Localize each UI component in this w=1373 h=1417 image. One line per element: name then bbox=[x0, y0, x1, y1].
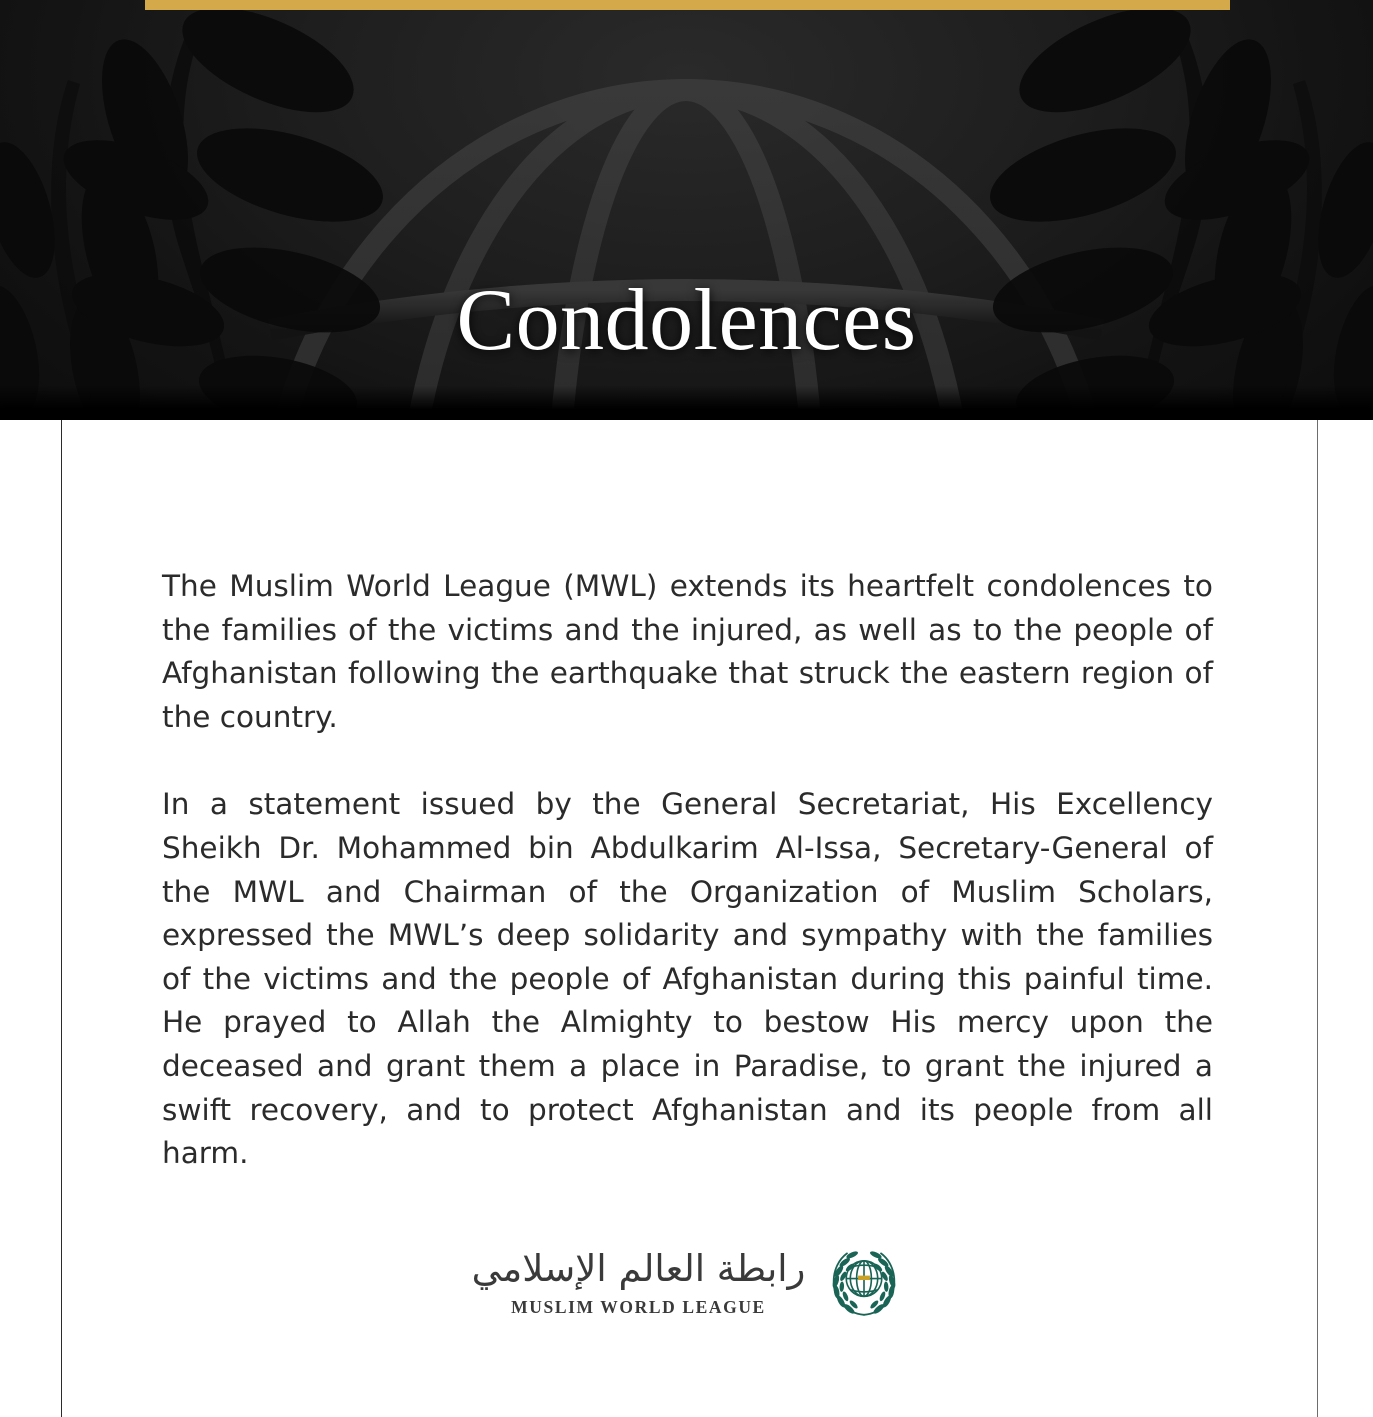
statement-body bbox=[162, 565, 1213, 1176]
header-banner bbox=[0, 0, 1373, 420]
banner-bottom-fade bbox=[0, 386, 1373, 420]
mwl-logo bbox=[0, 1243, 1373, 1323]
paragraph-1: The Muslim World League (MWL) extends its heartfelt condolences to the families of the victims and the injured, as well as to the people of Afghanistan following the earthquake that struck the eastern region of the country. bbox=[162, 569, 1213, 734]
gold-accent-bar bbox=[145, 0, 1230, 10]
mwl-logo-text bbox=[472, 1248, 806, 1319]
page-title: Condolences bbox=[456, 272, 917, 369]
mwl-english-name: MUSLIM WORLD LEAGUE bbox=[511, 1297, 766, 1318]
globe-wreath-emblem-icon bbox=[827, 1243, 901, 1323]
mwl-arabic-name: رابطة العالم الإسلامي bbox=[471, 1246, 806, 1290]
paragraph-2: In a statement issued by the General Secretariat, His Excellency Sheikh Dr. Mohammed bin Abdulkarim Al-Issa, Secretary-General of the MWL and Chairman of the Organization of Muslim Scholars, expressed the MWL’s deep solidarity and sympathy with the families of the victims and the people of Afghanistan during this painful time. He prayed to Allah the Almighty to bestow His mercy upon the deceased and grant them a place in Paradise, to grant the injured a swift recovery, and to protect Afghanistan and its people from all harm. bbox=[162, 787, 1213, 1171]
